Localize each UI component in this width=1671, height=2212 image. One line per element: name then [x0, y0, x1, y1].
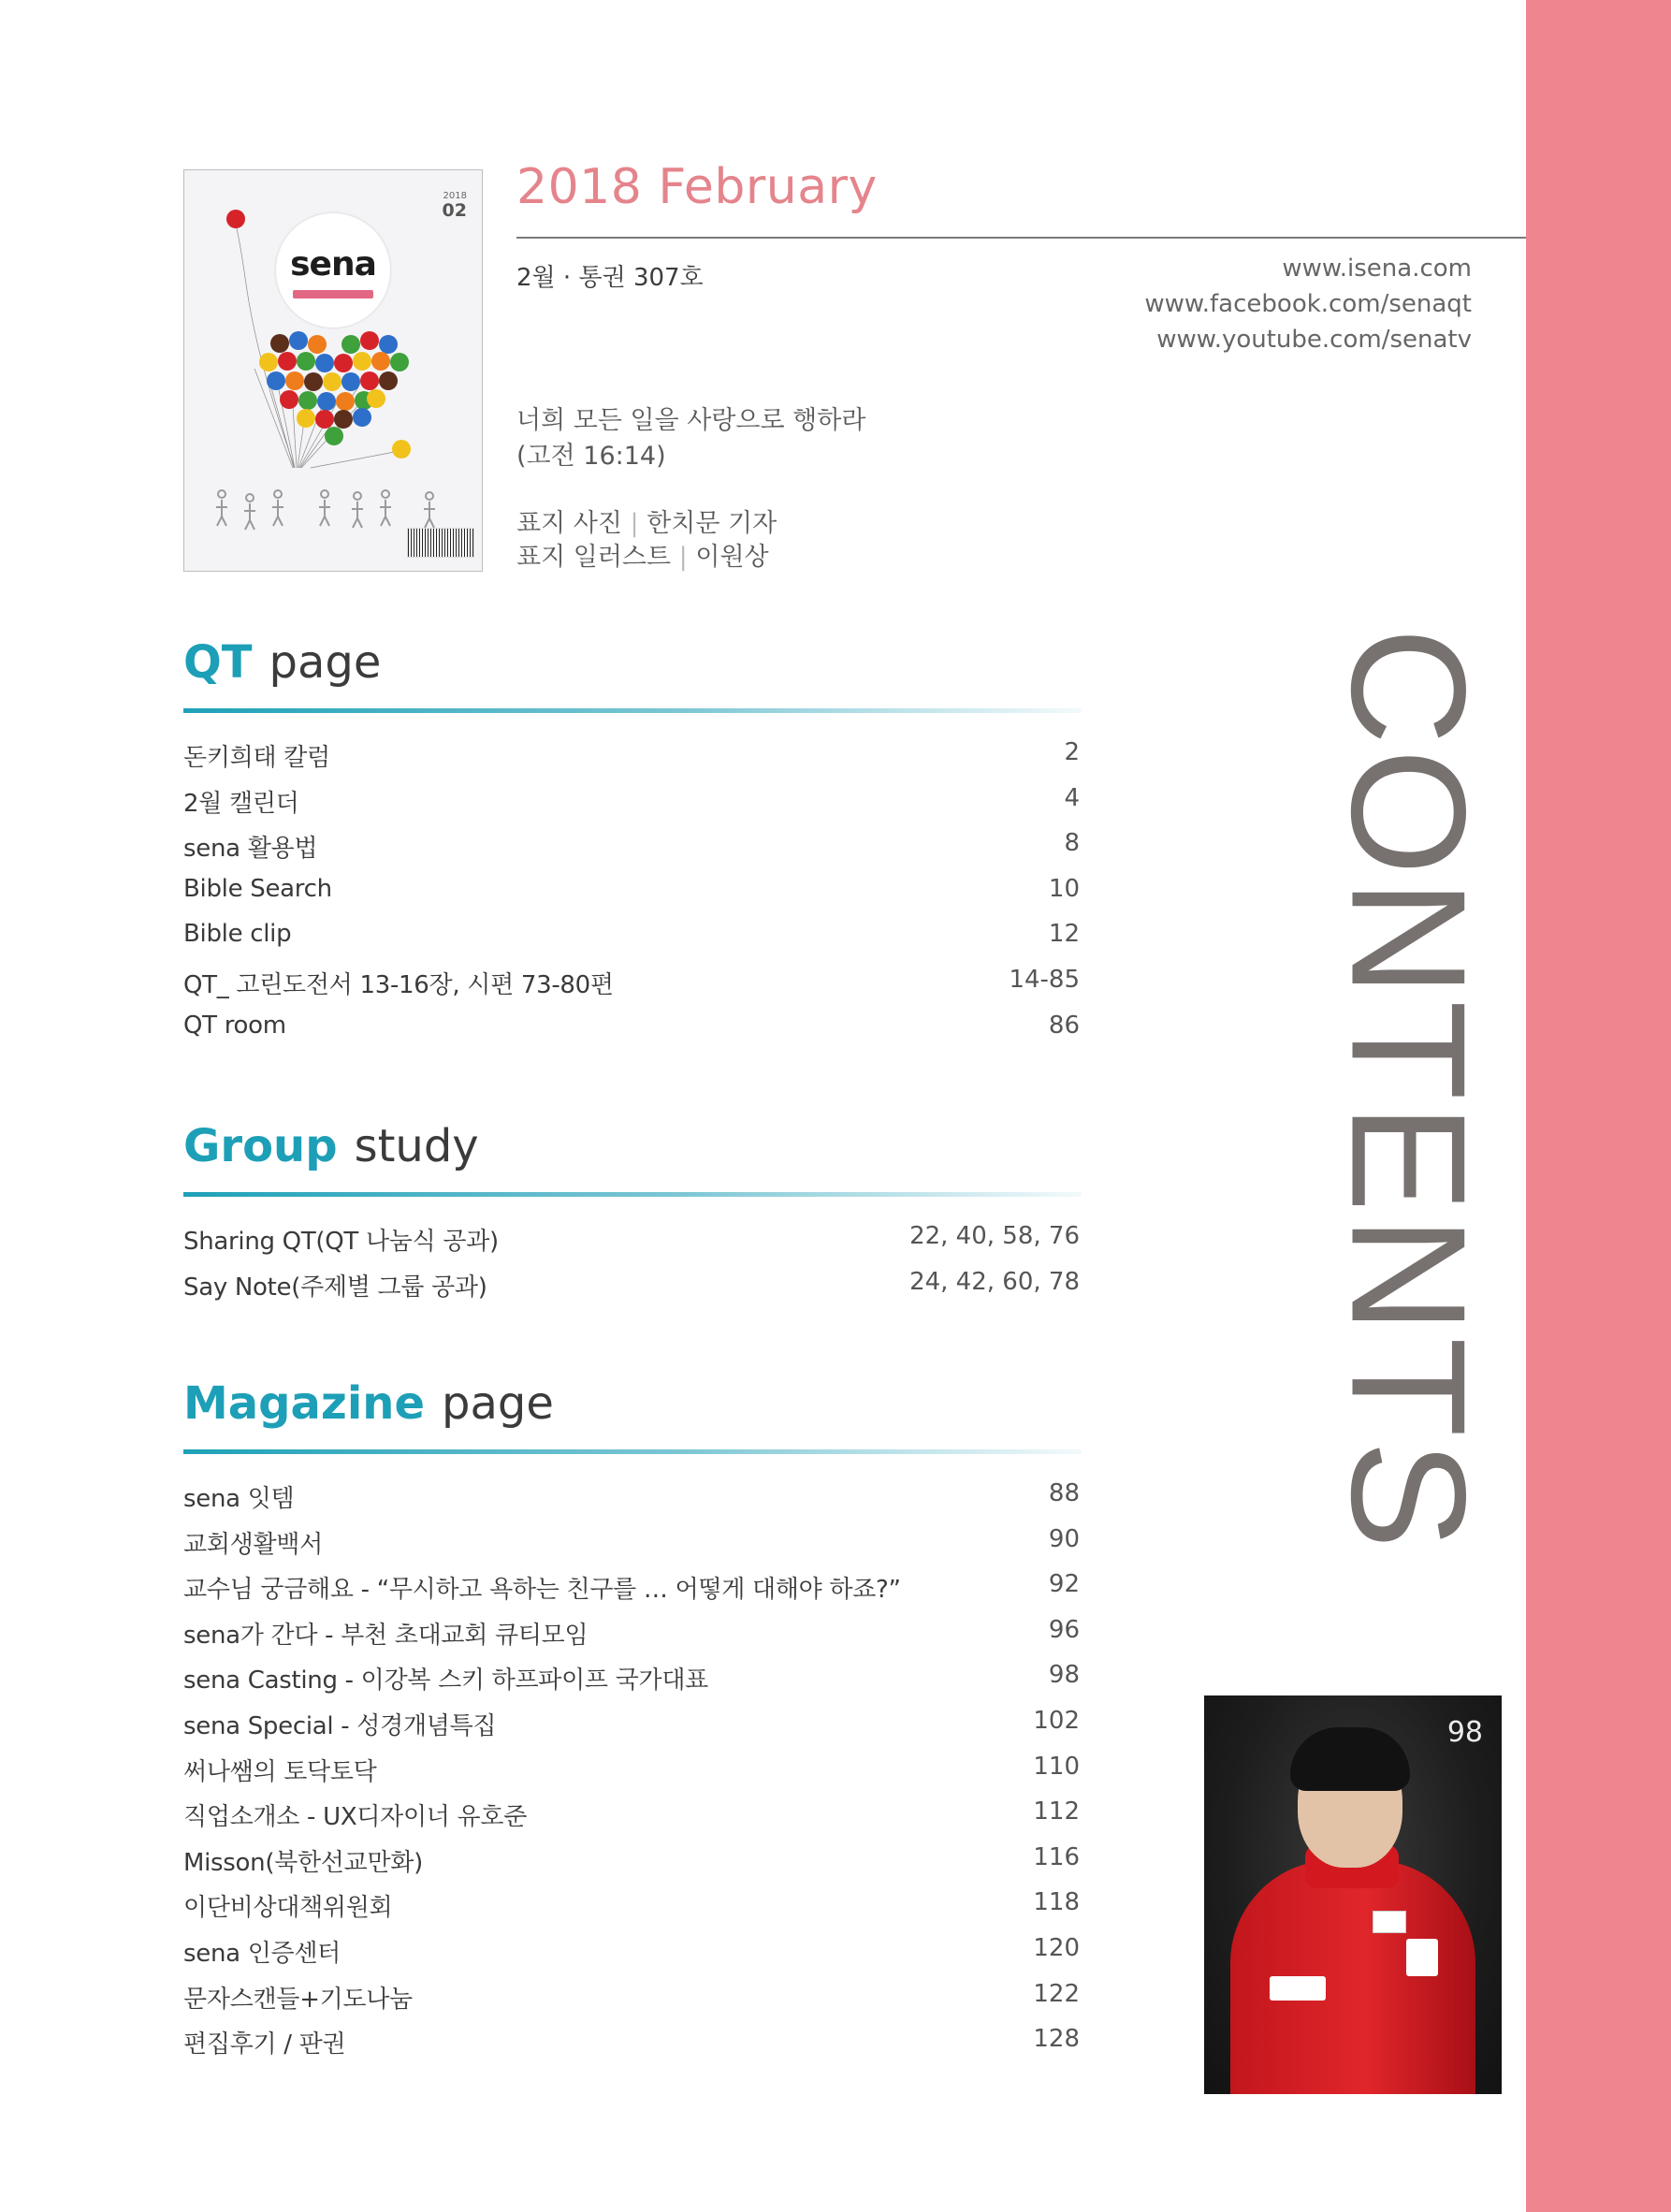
toc-entry-page: 116 [1033, 1842, 1080, 1871]
toc-entry[interactable] [183, 869, 1080, 915]
toc-entry-page: 90 [1048, 1524, 1080, 1553]
toc-entry-title: 돈키희태 칼럼 [183, 744, 330, 772]
toc-list-group [183, 1216, 1080, 1307]
toc-entry-title: QT_ 고린도전서 13-16장, 시편 73-80편 [183, 970, 614, 999]
photo-page-number: 98 [1446, 1716, 1483, 1749]
toc-list-magazine [183, 1474, 1080, 2065]
toc-entry-title: 문자스캔들+기도나눔 [183, 1985, 413, 2014]
toc-entry[interactable] [183, 1216, 1080, 1262]
flag-patch [1373, 1911, 1406, 1933]
toc-entry-title: sena 활용법 [183, 835, 318, 864]
toc-entry[interactable] [183, 1474, 1080, 1520]
cover-verse [516, 403, 865, 474]
toc-entry-page: 24, 42, 60, 78 [909, 1267, 1080, 1296]
verse-reference: (고전 16:14) [516, 442, 666, 471]
toc-entry-title: 이단비상대책위원회 [183, 1894, 393, 1923]
toc-entry-page: 112 [1033, 1797, 1080, 1826]
link-facebook[interactable]: www.facebook.com/senaqt [1144, 290, 1472, 318]
toc-entry[interactable] [183, 960, 1080, 1006]
web-links [1144, 251, 1472, 357]
toc-entry-page: 12 [1048, 920, 1080, 949]
toc-entry-page: 96 [1048, 1615, 1080, 1644]
toc-entry[interactable] [183, 1838, 1080, 1884]
cover-issue-date: 2018 02 [442, 191, 467, 221]
issue-title: 2018 February [516, 159, 878, 215]
toc-entry-page: 86 [1048, 1011, 1080, 1040]
toc-entry-title: sena 인증센터 [183, 1939, 341, 1968]
toc-entry-title: sena Special - 성경개념특집 [183, 1711, 497, 1740]
toc-entry[interactable] [183, 1792, 1080, 1838]
link-youtube[interactable]: www.youtube.com/senatv [1156, 326, 1472, 354]
toc-entry-title: sena Casting - 이강복 스키 하프파이프 국가대표 [183, 1666, 708, 1695]
cover-logo: sena [290, 245, 376, 284]
toc-entry[interactable] [183, 1928, 1080, 1974]
cover-image[interactable] [183, 169, 483, 572]
toc-entry[interactable] [183, 823, 1080, 869]
toc-entry-page: 110 [1033, 1752, 1080, 1781]
section-rule-qt [183, 708, 1082, 713]
toc-entry-page: 4 [1064, 783, 1080, 812]
toc-entry-title: QT room [183, 1011, 286, 1040]
toc-entry-page: 88 [1048, 1479, 1080, 1507]
toc-entry-page: 2 [1064, 738, 1080, 766]
toc-list-qt [183, 733, 1080, 1051]
toc-entry-page: 102 [1033, 1706, 1080, 1735]
toc-entry[interactable] [183, 1610, 1080, 1656]
cover-barcode [407, 528, 474, 558]
cover-illustration [184, 170, 482, 571]
verse-text: 너희 모든 일을 사랑으로 행하라 [516, 406, 866, 435]
toc-entry[interactable] [183, 779, 1080, 824]
side-band [1526, 0, 1671, 2212]
issue-number: 2월 · 통권 307호 [516, 264, 704, 292]
toc-entry[interactable] [183, 1564, 1080, 1610]
toc-entry-page: 8 [1064, 829, 1080, 858]
section-rule-magazine [183, 1449, 1082, 1454]
toc-entry[interactable] [183, 914, 1080, 960]
toc-entry[interactable] [183, 733, 1080, 779]
header-rule [516, 237, 1526, 239]
toc-entry-page: 92 [1048, 1570, 1080, 1599]
contents-vertical-title [1300, 627, 1516, 1553]
toc-entry[interactable] [183, 1006, 1080, 1052]
toc-entry-title: Say Note(주제별 그룹 공과) [183, 1273, 487, 1302]
toc-entry[interactable] [183, 1701, 1080, 1747]
toc-entry-title: 교회생활백서 [183, 1530, 323, 1559]
toc-entry-page: 118 [1033, 1888, 1080, 1917]
section-title-magazine: Magazine page [183, 1377, 554, 1430]
photo-jacket [1230, 1860, 1475, 2094]
toc-entry-page: 10 [1048, 874, 1080, 903]
toc-entry[interactable] [183, 1262, 1080, 1308]
toc-entry[interactable] [183, 1974, 1080, 2020]
toc-entry-title: 직업소개소 - UX디자이너 유호준 [183, 1803, 528, 1832]
toc-entry[interactable] [183, 1883, 1080, 1928]
toc-entry-page: 98 [1048, 1661, 1080, 1690]
toc-entry-title: 써나쌤의 토닥토닥 [183, 1757, 377, 1786]
feature-photo[interactable] [1204, 1695, 1502, 2094]
toc-entry[interactable] [183, 1520, 1080, 1565]
toc-entry-title: 2월 캘린더 [183, 789, 299, 818]
toc-entry[interactable] [183, 2019, 1080, 2065]
link-website[interactable]: www.isena.com [1282, 255, 1472, 283]
toc-entry-page: 122 [1033, 1979, 1080, 2008]
toc-entry[interactable] [183, 1655, 1080, 1701]
toc-entry-title: Misson(북한선교만화) [183, 1848, 423, 1877]
toc-entry-title: Sharing QT(QT 나눔식 공과) [183, 1228, 499, 1256]
contents-text: CONTENTS [1317, 627, 1500, 1553]
section-rule-group [183, 1192, 1082, 1197]
credit-photo: 표지 사진 | 한치문 기자 [516, 509, 777, 538]
credit-illustration: 표지 일러스트 | 이원상 [516, 543, 769, 572]
toc-entry-title: 편집후기 / 판권 [183, 2030, 346, 2059]
section-title-group: Group study [183, 1120, 479, 1172]
toc-entry-title: Bible clip [183, 920, 292, 949]
toc-entry-title: Bible Search [183, 874, 332, 903]
toc-entry-page: 128 [1033, 2025, 1080, 2054]
section-title-qt: QT page [183, 636, 382, 689]
toc-entry-title: 교수님 궁금해요 - “무시하고 욕하는 친구를 … 어떻게 대해야 하죠?” [183, 1576, 901, 1605]
cover-credits [516, 507, 777, 575]
toc-entry[interactable] [183, 1747, 1080, 1793]
toc-entry-page: 14-85 [1009, 965, 1080, 994]
toc-entry-page: 22, 40, 58, 76 [909, 1222, 1080, 1250]
toc-entry-page: 120 [1033, 1933, 1080, 1962]
toc-entry-title: sena가 간다 - 부천 초대교회 큐티모임 [183, 1621, 588, 1650]
toc-entry-title: sena 잇템 [183, 1485, 295, 1513]
